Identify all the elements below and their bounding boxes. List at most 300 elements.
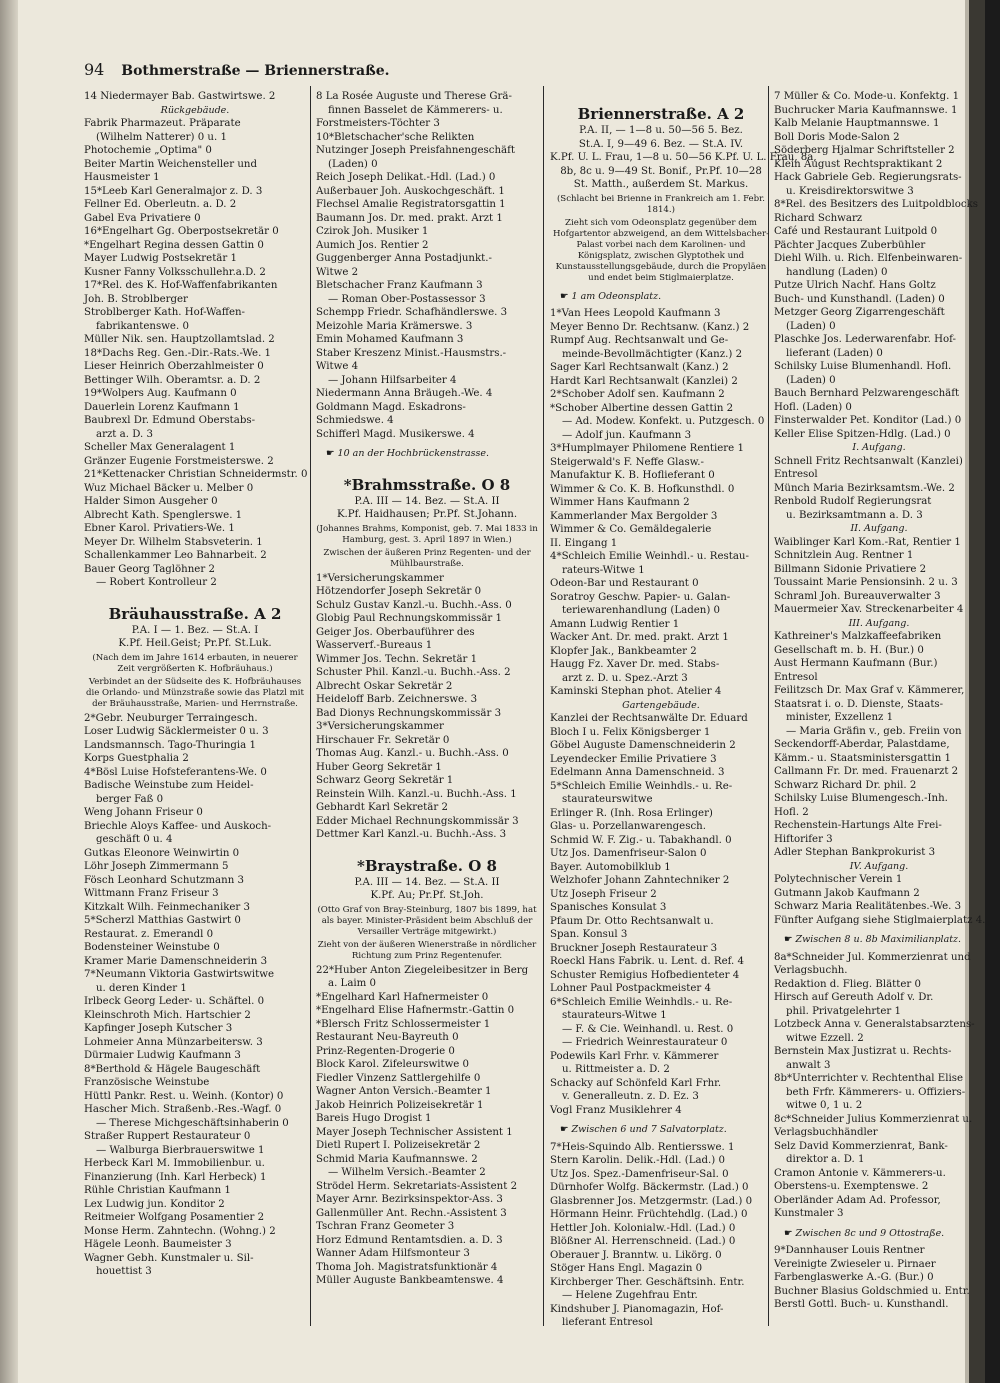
resident-entry: Soratroy Geschw. Papier- u. Galan- — [550, 591, 731, 603]
resident-entry: Utz Jos. Spez.-Damenfriseur-Sal. 0 — [550, 1168, 729, 1180]
resident-entry: Niedermann Anna Bräugeh.-We. 4 — [316, 388, 493, 399]
resident-entry: 7*Neumann Viktoria Gastwirtswitwe — [84, 969, 274, 980]
resident-entry: Photochemie „Optima" 0 — [84, 145, 212, 156]
resident-entry: Reinstein Wilh. Kanzl.-u. Buchh.-Ass. 1 — [316, 788, 517, 800]
resident-entry: Kaminski Stephan phot. Atelier 4 — [550, 686, 722, 697]
resident-entry: Haugg Fz. Xaver Dr. med. Stabs- — [550, 659, 720, 670]
resident-entry: u. Kreisdirektorswitwe 3 — [786, 185, 914, 197]
resident-entry: meinde-Bevollmächtigter (Kanz.) 2 — [562, 348, 743, 360]
resident-entry: Huber Georg Sekretär 1 — [316, 761, 442, 773]
resident-entry: Bruckner Joseph Restaurateur 3 — [550, 942, 718, 954]
resident-entry: a. Laim 0 — [328, 978, 377, 989]
resident-entry: Berstl Gottl. Buch- u. Kunsthandl. — [774, 1299, 949, 1310]
resident-entry: 5*Scherzl Matthias Gastwirt 0 — [84, 915, 241, 926]
resident-entry: Albrecht Kath. Spenglerswe. 1 — [84, 509, 243, 521]
resident-entry: Klein August Rechtspraktikant 2 — [774, 158, 943, 170]
resident-entry: Wimmer Hans Kaufmann 2 — [550, 497, 690, 508]
resident-entry: Thomas Aug. Kanzl.- u. Buchh.-Ass. 0 — [316, 748, 509, 759]
resident-entry: rateurs-Witwe 1 — [562, 564, 645, 576]
resident-entry: Roeckl Hans Fabrik. u. Lent. d. Ref. 4 — [550, 956, 744, 967]
resident-entry: Edelmann Anna Damenschneid. 3 — [550, 767, 725, 778]
resident-entry: Schmid W. F. Zig.- u. Tabakhandl. 0 — [550, 834, 732, 846]
street-heading: *Brahmsstraße. O 8 — [343, 475, 511, 494]
resident-entry: Cramon Antonie v. Kämmerers-u. — [774, 1167, 946, 1179]
building-subheading: III. Aufgang. — [848, 617, 910, 629]
resident-entry: Kusner Fanny Volksschullehr.a.D. 2 — [84, 266, 266, 278]
resident-entry: Hirsch auf Gereuth Adolf v. Dr. — [774, 992, 934, 1003]
resident-entry: Kramer Marie Damenschneiderin 3 — [84, 955, 268, 967]
resident-entry: staurateurs-Witwe 1 — [562, 1010, 667, 1021]
resident-entry: Schnell Fritz Rechtsanwalt (Kanzlei) — [774, 455, 963, 467]
resident-entry: anwalt 3 — [786, 1059, 831, 1071]
resident-entry: 14 Niedermayer Bab. Gastwirtswe. 2 — [84, 91, 276, 102]
resident-entry: Globig Paul Rechnungskommissär 1 — [316, 613, 503, 624]
resident-entry: Lotzbeck Anna v. Generalstabsarztens- — [774, 1019, 975, 1030]
resident-entry: Loser Ludwig Säcklermeister 0 u. 3 — [84, 726, 269, 737]
resident-entry: *Engelhart Regina dessen Gattin 0 — [84, 239, 264, 251]
resident-entry: finnen Basselet de Kämmerers- u. — [328, 104, 503, 116]
resident-entry: Glas- u. Porzellanwarengesch. — [550, 821, 706, 832]
resident-entry: Block Karol. Zifeleurswitwe 0 — [316, 1059, 470, 1070]
resident-entry: Aust Hermann Kaufmann (Bur.) — [774, 658, 938, 669]
resident-entry: Selz David Kommerzienrat, Bank- — [774, 1140, 948, 1152]
resident-entry: Staatsrat i. o. D. Dienste, Staats- — [774, 698, 944, 710]
building-subheading: IV. Aufgang. — [849, 860, 909, 872]
resident-entry: Podewils Karl Frhr. v. Kämmerer — [550, 1050, 719, 1062]
resident-entry: Finanzierung (Inh. Karl Herbeck) 1 — [84, 1171, 267, 1183]
district-info: 8b, 8c u. 9—49 St. Bonif., Pr.Pf. 10—28 — [560, 165, 762, 177]
resident-entry: 1*Versicherungskammer — [316, 572, 444, 584]
resident-entry: Geiger Jos. Oberbauführer des — [316, 626, 475, 638]
resident-entry: Czirok Joh. Musiker 1 — [316, 226, 429, 237]
resident-entry: Albrecht Oskar Sekretär 2 — [316, 680, 453, 692]
resident-entry: — Adolf jun. Kaufmann 3 — [562, 429, 692, 441]
resident-entry: Wimmer & Co. K. B. Hofkunsthdl. 0 — [550, 483, 735, 495]
resident-entry: Flechsel Amalie Registratorsgattin 1 — [316, 199, 506, 210]
district-info: P.A. III — 14. Bez. — St.A. II — [354, 495, 500, 507]
building-subheading: II. Aufgang. — [850, 523, 908, 534]
resident-entry: 21*Kettenacker Christian Schneidermstr. 0 — [84, 469, 308, 480]
resident-entry: Buchrucker Maria Kaufmannswe. 1 — [774, 104, 958, 116]
street-note: (Nach dem im Jahre 1614 erbauten, in neuerer Zeit vergrößerten K. Hofbräuhaus.) — [92, 652, 298, 674]
resident-entry: (Laden) 0 — [786, 320, 836, 332]
resident-entry: *Engelhard Elise Hafnermstr.-Gattin 0 — [316, 1005, 515, 1016]
resident-entry: witwe Ezzell. 2 — [786, 1032, 864, 1044]
resident-entry: 3*Humplmayer Philomene Rentiere 1 — [550, 443, 744, 454]
resident-entry: Kalb Melanie Hauptmannswe. 1 — [774, 118, 940, 129]
resident-entry: Oberländer Adam Ad. Professor, — [774, 1194, 941, 1206]
resident-entry: Irlbeck Georg Leder- u. Schäftel. 0 — [84, 996, 265, 1007]
street-note: (Johannes Brahms, Komponist, geb. 7. Mai 1833 in Hamburg, gest. 3. April 1897 in Wien.) — [316, 523, 538, 545]
resident-entry: Dürmaier Ludwig Kaufmann 3 — [84, 1050, 241, 1061]
resident-entry: — Ad. Modew. Konfekt. u. Putzgesch. 0 — [562, 416, 765, 427]
resident-entry: Entresol — [774, 469, 818, 480]
resident-entry: Restaurant Neu-Bayreuth 0 — [316, 1032, 459, 1043]
resident-entry: II. Eingang 1 — [550, 537, 618, 549]
resident-entry: Gränzer Eugenie Forstmeisterswe. 2 — [84, 455, 274, 467]
resident-entry: 8b*Unterrichter v. Rechtenthal Elise — [774, 1073, 963, 1084]
resident-entry: Erlinger R. (Inh. Rosa Erlinger) — [550, 807, 713, 819]
resident-entry: *Engelhard Karl Hafnermeister 0 — [316, 991, 489, 1003]
resident-entry: Reich Joseph Delikat.-Hdl. (Lad.) 0 — [316, 172, 496, 183]
cross-street-marker: ☛ 1 am Odeonsplatz. — [560, 290, 772, 304]
resident-entry: Schwarz Georg Sekretär 1 — [316, 775, 454, 786]
resident-entry: Wimmer Jos. Techn. Sekretär 1 — [316, 653, 478, 665]
resident-entry: Scheller Max Generalagent 1 — [84, 442, 236, 453]
resident-entry: — F. & Cie. Weinhandl. u. Rest. 0 — [562, 1023, 734, 1035]
resident-entry: direktor a. D. 1 — [786, 1154, 865, 1165]
resident-entry: Schuster Phil. Kanzl.-u. Buchh.-Ass. 2 — [316, 667, 511, 678]
resident-entry: Richard Schwarz — [774, 212, 863, 224]
resident-entry: u. deren Kinder 1 — [96, 982, 187, 994]
district-info: P.A. II, — 1—8 u. 50—56 5. Bez. — [579, 125, 743, 136]
resident-entry: 8*Rel. des Besitzers des Luitpoldblocks — [774, 199, 979, 210]
resident-entry: Oberauer J. Branntw. u. Likörg. 0 — [550, 1249, 722, 1261]
resident-entry: Beiter Martin Weichensteller und — [84, 158, 257, 170]
resident-entry: Mayer Joseph Technischer Assistent 1 — [316, 1126, 513, 1138]
resident-entry: Sager Karl Rechtsanwalt (Kanz.) 2 — [550, 362, 729, 373]
resident-entry: Café und Restaurant Luitpold 0 — [774, 226, 938, 237]
district-info: K.Pf. Heil.Geist; Pr.Pf. St.Luk. — [118, 638, 272, 649]
book-spine — [0, 0, 18, 1383]
resident-entry: Kunstmaler 3 — [774, 1208, 844, 1219]
resident-entry: Plaschke Jos. Lederwarenfabr. Hof- — [774, 334, 956, 345]
resident-entry: Thoma Joh. Magistratsfunktionär 4 — [316, 1261, 498, 1273]
resident-entry: Mayer Arnr. Bezirksinspektor-Ass. 3 — [316, 1194, 503, 1205]
resident-entry: Wagner Anton Versich.-Beamter 1 — [316, 1086, 492, 1097]
resident-entry: 2*Schober Adolf sen. Kaufmann 2 — [550, 389, 725, 400]
resident-entry: — Maria Gräfin v., geb. Freiin von — [786, 725, 962, 737]
resident-entry: Außerbauer Joh. Auskochgeschäft. 1 — [316, 185, 505, 197]
resident-entry: Verlagsbuchh. — [774, 965, 848, 976]
resident-entry: 3*Versicherungskammer — [316, 721, 444, 732]
resident-entry: Straßer Ruppert Restaurateur 0 — [84, 1131, 251, 1142]
resident-entry: Baumann Jos. Dr. med. prakt. Arzt 1 — [316, 212, 503, 224]
resident-entry: witwe 0, 1 u. 2 — [786, 1100, 863, 1111]
resident-entry: Utz Joseph Friseur 2 — [550, 888, 657, 900]
resident-entry: Odeon-Bar und Restaurant 0 — [550, 578, 699, 589]
resident-entry: Renbold Rudolf Regierungsrat — [774, 496, 932, 507]
resident-entry: *Schober Albertine dessen Gattin 2 — [550, 402, 734, 414]
resident-entry: minister, Exzellenz 1 — [786, 712, 894, 723]
resident-entry: Dietl Rupert I. Polizeisekretär 2 — [316, 1140, 481, 1151]
resident-entry: Blößner Al. Herrenschneid. (Lad.) 0 — [550, 1236, 736, 1247]
resident-entry: Schifferl Magd. Musikerswe. 4 — [316, 428, 475, 440]
resident-entry: fabrikantenswe. 0 — [96, 320, 189, 332]
resident-entry: Hardt Karl Rechtsanwalt (Kanzlei) 2 — [550, 375, 738, 387]
resident-entry: Schuster Remigius Hofbedienteter 4 — [550, 969, 740, 981]
resident-entry: Löhr Joseph Zimmermann 5 — [84, 861, 229, 872]
resident-entry: Fabrik Pharmazeut. Präparate — [84, 118, 241, 129]
directory-column-2 — [316, 90, 538, 1288]
resident-entry: Guggenberger Anna Postadjunkt.- — [316, 253, 492, 264]
resident-entry: Hiftorifer 3 — [774, 833, 833, 845]
resident-entry: Schulz Gustav Kanzl.-u. Buchh.-Ass. 0 — [316, 599, 512, 611]
resident-entry: Glasbrenner Jos. Metzgermstr. (Lad.) 0 — [550, 1195, 753, 1207]
street-note: Verbindet an der Südseite des K. Hofbräuhauses die Orlando- und Münzstraße sowie das Platzl mit der Bräuhausstraße, Marien- und Herrnstraße. — [85, 676, 305, 709]
resident-entry: Meizohle Maria Krämerswe. 3 — [316, 320, 473, 332]
resident-entry: Bodensteiner Weinstube 0 — [84, 942, 220, 953]
resident-entry: — Robert Kontrolleur 2 — [96, 577, 217, 588]
resident-entry: Pfaum Dr. Otto Rechtsanwalt u. — [550, 915, 714, 927]
resident-entry: Kämm.- u. Staatsministersgattin 1 — [774, 752, 952, 764]
resident-entry: Kanzlei der Rechtsanwälte Dr. Eduard — [550, 713, 748, 724]
resident-entry: 5*Schleich Emilie Weinhdls.- u. Re- — [550, 780, 733, 792]
resident-entry: Stöger Hans Engl. Magazin 0 — [550, 1263, 703, 1274]
district-info: P.A. I — 1. Bez. — St.A. I — [131, 624, 259, 636]
resident-entry: 10*Bletschacher'sche Relikten — [316, 131, 475, 143]
resident-entry: — Walburga Bierbrauerswitwe 1 — [96, 1144, 265, 1156]
resident-entry: Keller Elise Spitzen-Hdlg. (Lad.) 0 — [774, 428, 951, 440]
street-heading: *Braystraße. O 8 — [357, 856, 497, 875]
resident-entry: 1*Van Hees Leopold Kaufmann 3 — [550, 308, 721, 319]
cross-street-marker: ☛ Zwischen 8 u. 8b Maximilianplatz. — [784, 933, 984, 947]
resident-entry: Polytechnischer Verein 1 — [774, 874, 903, 885]
resident-entry: Feilitzsch Dr. Max Graf v. Kämmerer, — [774, 685, 965, 696]
resident-entry: Schraml Joh. Bureauverwalter 3 — [774, 590, 941, 602]
resident-entry: u. Rittmeister a. D. 2 — [562, 1064, 670, 1075]
resident-entry: Wuz Michael Bäcker u. Melber 0 — [84, 482, 254, 494]
resident-entry: Kammerlander Max Bergolder 3 — [550, 510, 718, 522]
resident-entry: 4*Schleich Emilie Weinhdl.- u. Restau- — [550, 551, 749, 562]
resident-entry: v. Generalleutn. z. D. Ez. 3 — [562, 1091, 699, 1102]
street-note: Zwischen der äußeren Prinz Regenten- und der Mühlbaurstraße. — [323, 547, 531, 569]
resident-entry: Mauermeier Xav. Streckenarbeiter 4 — [774, 604, 964, 615]
directory-column-4 — [774, 90, 984, 1312]
resident-entry: Hack Gabriele Geb. Regierungsrats- — [774, 172, 962, 183]
resident-entry: Hofl. (Laden) 0 — [774, 401, 852, 413]
resident-entry: lieferant Entresol — [562, 1317, 653, 1328]
resident-entry: Bad Dionys Rechnungskommissär 3 — [316, 707, 502, 719]
resident-entry: *Blersch Fritz Schlossermeister 1 — [316, 1018, 491, 1030]
resident-entry: Dauerlein Lorenz Kaufmann 1 — [84, 401, 240, 413]
resident-entry: Buchner Blasius Goldschmied u. Entr. — [774, 1285, 970, 1297]
resident-entry: Lohner Paul Postpackmeister 4 — [550, 983, 711, 994]
resident-entry: Putze Ulrich Nachf. Hans Goltz — [774, 280, 936, 291]
resident-entry: Bauer Georg Taglöhner 2 — [84, 563, 215, 575]
resident-entry: Forstmeisters-Töchter 3 — [316, 118, 440, 129]
resident-entry: Farbenglaswerke A.-G. (Bur.) 0 — [774, 1272, 934, 1283]
resident-entry: 8 La Rosée Auguste und Therese Grä- — [316, 91, 512, 102]
street-note: Zieht sich vom Odeonsplatz gegenüber dem Hofgartentor abzweigend, an dem Wittelsbacher-Palast vorbei nach dem Karolinen- und Königsplatz, zwischen Glyptothek und Kunstausstellungsgebäude, durch die Propyläen und endet beim Stiglmaierplatze. — [552, 217, 770, 283]
resident-entry: Wasserverf.-Bureaus 1 — [316, 640, 433, 651]
district-info: K.Pf. Haidhausen; Pr.Pf. St.Johann. — [336, 509, 518, 520]
resident-entry: (Laden) 0 — [786, 374, 836, 386]
resident-entry: Stern Karolin. Delik.-Hdl. (Lad.) 0 — [550, 1155, 725, 1166]
resident-entry: Wagner Gebh. Kunstmaler u. Sil- — [84, 1252, 254, 1264]
district-info: K.Pf. Au; Pr.Pf. St.Joh. — [370, 890, 484, 901]
resident-entry: Baubrexl Dr. Edmund Oberstabs- — [84, 415, 256, 426]
resident-entry: Utz Jos. Damenfriseur-Salon 0 — [550, 848, 707, 859]
resident-entry: Diehl Wilh. u. Rich. Elfenbeinwaren- — [774, 253, 963, 264]
resident-entry: Monse Herm. Zahntechn. (Wohng.) 2 — [84, 1225, 276, 1237]
resident-entry: Spanisches Konsulat 3 — [550, 902, 667, 913]
resident-entry: Prinz-Regenten-Drogerie 0 — [316, 1045, 455, 1057]
resident-entry: 8c*Schneider Julius Kommerzienrat u. — [774, 1113, 973, 1125]
resident-entry: 4*Bösl Luise Hofsteferantens-We. 0 — [84, 766, 267, 778]
column-rule — [543, 86, 544, 1326]
resident-entry: 17*Rel. des K. Hof-Waffenfabrikanten — [84, 280, 278, 291]
resident-entry: Herbeck Karl M. Immobilienbur. u. — [84, 1158, 265, 1169]
resident-entry: 6*Schleich Emilie Weinhdls.- u. Re- — [550, 996, 733, 1008]
resident-entry: Rühle Christian Kaufmann 1 — [84, 1185, 231, 1196]
resident-entry: Stroblberger Kath. Hof-Waffen- — [84, 307, 245, 318]
resident-entry: Witwe 4 — [316, 361, 359, 372]
resident-entry: Schilsky Luise Blumengesch.-Inh. — [774, 793, 948, 804]
street-heading: Bräuhausstraße. A 2 — [108, 604, 282, 623]
resident-entry: — Therese Michgeschäftsinhaberin 0 — [96, 1117, 289, 1129]
resident-entry: Kleinschroth Mich. Hartschier 2 — [84, 1009, 251, 1021]
resident-entry: Entresol — [774, 671, 818, 683]
resident-entry: Toussaint Marie Pensionsinh. 2 u. 3 — [774, 577, 958, 588]
resident-entry: 15*Leeb Karl Generalmajor z. D. 3 — [84, 185, 263, 197]
resident-entry: Bayer. Automobilklub 1 — [550, 861, 671, 873]
building-subheading: Gartengebäude. — [622, 699, 700, 711]
resident-entry: Gutkas Eleonore Weinwirtin 0 — [84, 847, 240, 859]
resident-entry: Söderberg Hjalmar Schriftsteller 2 — [774, 145, 955, 156]
resident-entry: Rumpf Aug. Rechtsanwalt und Ge- — [550, 335, 729, 346]
column-rule — [310, 86, 311, 1326]
resident-entry: Schwarz Maria Realitätenbes.-We. 3 — [774, 901, 962, 912]
resident-entry: Gesellschaft m. b. H. (Bur.) 0 — [774, 644, 924, 656]
resident-entry: Edder Michael Rechnungskommissär 3 — [316, 815, 519, 827]
resident-entry: lieferant (Laden) 0 — [786, 347, 883, 359]
resident-entry: Metzger Georg Zigarrengeschäft — [774, 307, 945, 318]
resident-entry: (Wilhelm Natterer) 0 u. 1 — [96, 131, 227, 143]
resident-entry: handlung (Laden) 0 — [786, 266, 888, 278]
street-note: (Otto Graf von Bray-Steinburg, 1807 bis 1899, hat als bayer. Minister-Präsident beim Abschluß der Versailler Verträge mitgewirkt.) — [317, 904, 537, 937]
resident-entry: Kathreiner's Malzkaffeefabriken — [774, 631, 942, 642]
resident-entry: Bettinger Wilh. Oberamtsr. a. D. 2 — [84, 374, 261, 386]
resident-entry: Lex Ludwig jun. Konditor 2 — [84, 1198, 225, 1210]
resident-entry: Rechenstein-Hartungs Alte Frei- — [774, 820, 942, 831]
district-info: K.Pf. U. L. Frau, 1—8 u. 50—56 K.Pf. U. L. Frau, 8a, — [550, 152, 817, 163]
resident-entry: Fiedler Vinzenz Sattlergehilfe 0 — [316, 1072, 481, 1084]
resident-entry: Buch- und Kunsthandl. (Laden) 0 — [774, 293, 945, 305]
resident-entry: Finsterwalder Pet. Konditor (Lad.) 0 — [774, 415, 962, 426]
resident-entry: Oberstens-u. Exemptenswe. 2 — [774, 1181, 929, 1192]
resident-entry: u. Bezirksamtmann a. D. 3 — [786, 509, 923, 521]
resident-entry: Kindshuber J. Pianomagazin, Hof- — [550, 1303, 724, 1315]
resident-entry: Wanner Adam Hilfsmonteur 3 — [316, 1248, 470, 1259]
resident-entry: Heideloff Barb. Zeichnerswe. 3 — [316, 694, 478, 705]
resident-entry: Vogl Franz Musiklehrer 4 — [550, 1104, 682, 1116]
building-subheading: I. Aufgang. — [852, 442, 906, 453]
resident-entry: 7 Müller & Co. Mode-u. Konfektg. 1 — [774, 91, 960, 102]
resident-entry: Hüttl Pankr. Rest. u. Weinh. (Kontor) 0 — [84, 1090, 284, 1102]
resident-entry: Halder Simon Ausgeher 0 — [84, 496, 218, 507]
resident-entry: Hirschauer Fr. Sekretär 0 — [316, 734, 450, 746]
building-subheading: Rückgebäude. — [160, 104, 230, 116]
resident-entry: 22*Huber Anton Ziegeleibesitzer in Berg — [316, 964, 529, 976]
resident-entry: Wittmann Franz Friseur 3 — [84, 888, 219, 899]
resident-entry: Bletschacher Franz Kaufmann 3 — [316, 280, 483, 291]
resident-entry: Korps Guestphalia 2 — [84, 753, 189, 764]
resident-entry: teriewarenhandlung (Laden) 0 — [562, 605, 721, 616]
resident-entry: 8a*Schneider Jul. Kommerzienrat und — [774, 951, 971, 963]
resident-entry: Schallenkammer Leo Bahnarbeit. 2 — [84, 550, 267, 561]
resident-entry: Bareis Hugo Drogist 1 — [316, 1113, 432, 1124]
resident-entry: — Helene Zugehfrau Entr. — [562, 1290, 698, 1301]
resident-entry: — Roman Ober-Postassessor 3 — [328, 293, 486, 305]
resident-entry: Staber Kreszenz Minist.-Hausmstrs.- — [316, 347, 507, 359]
resident-entry: Seckendorff-Aberdar, Palastdame, — [774, 739, 950, 750]
resident-entry: 16*Engelhart Gg. Oberpostsekretär 0 — [84, 226, 279, 237]
resident-entry: Jakob Heinrich Polizeisekretär 1 — [316, 1099, 484, 1111]
resident-entry: Billmann Sidonie Privatiere 2 — [774, 563, 927, 575]
resident-entry: Lohmeier Anna Münzarbeitersw. 3 — [84, 1036, 263, 1048]
resident-entry: Redaktion d. Flieg. Blätter 0 — [774, 978, 921, 990]
resident-entry: Restaurat. z. Emerandl 0 — [84, 928, 214, 940]
resident-entry: Fösch Leonhard Schutzmann 3 — [84, 874, 244, 886]
cross-street-marker: ☛ Zwischen 8c und 9 Ottostraße. — [784, 1227, 984, 1241]
resident-entry: Hettler Joh. Kolonialw.-Hdl. (Lad.) 0 — [550, 1222, 736, 1234]
resident-entry: Göbel Auguste Damenschneiderin 2 — [550, 740, 736, 751]
resident-entry: Steigerwald's F. Neffe Glasw.- — [550, 456, 704, 468]
resident-entry: phil. Privatgelehrter 1 — [786, 1005, 901, 1017]
resident-entry: Ebner Karol. Privatiers-We. 1 — [84, 523, 235, 534]
resident-entry: Joh. B. Stroblberger — [84, 293, 188, 305]
resident-entry: Gutmann Jakob Kaufmann 2 — [774, 887, 920, 899]
resident-entry: Span. Konsul 3 — [550, 929, 628, 940]
running-header — [84, 60, 390, 79]
street-heading: Briennerstraße. A 2 — [577, 105, 745, 123]
cross-street-marker: ☛ Zwischen 6 und 7 Salvatorplatz. — [560, 1123, 772, 1137]
resident-entry: Bloch I u. Felix Königsberger 1 — [550, 726, 711, 738]
resident-entry: Hötzendorfer Joseph Sekretär 0 — [316, 586, 482, 597]
resident-entry: (Laden) 0 — [328, 158, 378, 170]
resident-entry: staurateurswitwe — [562, 794, 653, 805]
resident-entry: Boll Doris Mode-Salon 2 — [774, 131, 900, 143]
resident-entry: arzt z. D. u. Spez.-Arzt 3 — [562, 672, 688, 684]
resident-entry: Amann Ludwig Rentier 1 — [550, 618, 680, 630]
resident-entry: Reitmeier Wolfgang Posamentier 2 — [84, 1212, 265, 1223]
resident-entry: Dürnhofer Wolfg. Bäckermstr. (Lad.) 0 — [550, 1182, 749, 1193]
resident-entry: Kapfinger Joseph Kutscher 3 — [84, 1023, 233, 1034]
resident-entry: 19*Wolpers Aug. Kaufmann 0 — [84, 388, 237, 399]
resident-entry: Kirchberger Ther. Geschäftsinh. Entr. — [550, 1276, 745, 1288]
resident-entry: houettist 3 — [96, 1266, 152, 1277]
resident-entry: Gebhardt Karl Sekretär 2 — [316, 802, 448, 813]
resident-entry: Meyer Benno Dr. Rechtsanw. (Kanz.) 2 — [550, 321, 750, 333]
resident-entry: Badische Weinstube zum Heidel- — [84, 780, 254, 791]
resident-entry: Fünfter Aufgang siehe Stiglmaierplatz 4. — [774, 914, 986, 926]
resident-entry: Vereinigte Zwieseler u. Pirnaer — [774, 1258, 936, 1270]
resident-entry: Hägele Leonh. Baumeister 3 — [84, 1239, 232, 1250]
resident-entry: Pächter Jacques Zuberbühler — [774, 239, 926, 251]
resident-entry: Müller Auguste Bankbeamtenswe. 4 — [316, 1275, 504, 1286]
resident-entry: Schwarz Richard Dr. phil. 2 — [774, 779, 917, 791]
resident-entry: Nutzinger Joseph Preisfahnengeschäft — [316, 145, 515, 156]
resident-entry: Bernstein Max Justizrat u. Rechts- — [774, 1046, 952, 1057]
resident-entry: Goldmann Magd. Eskadrons- — [316, 401, 466, 413]
resident-entry: Horz Edmund Rentamtsdien. a. D. 3 — [316, 1234, 503, 1246]
resident-entry: Dettmer Karl Kanzl.-u. Buchh.-Ass. 3 — [316, 829, 507, 840]
resident-entry: Weng Johann Friseur 0 — [84, 807, 203, 818]
resident-entry: Manufaktur K. B. Hoflieferant 0 — [550, 470, 715, 481]
cross-street-marker: ☛ 10 an der Hochbrückenstrasse. — [326, 447, 538, 461]
resident-entry: berger Faß 0 — [96, 793, 164, 805]
resident-entry: Lieser Heinrich Oberzahlmeister 0 — [84, 361, 264, 372]
resident-entry: Strödel Herm. Sekretariats-Assistent 2 — [316, 1180, 518, 1192]
resident-entry: geschäft 0 u. 4 — [96, 834, 173, 845]
resident-entry: Tschran Franz Geometer 3 — [316, 1221, 455, 1232]
resident-entry: Münch Maria Bezirksamtsm.-We. 2 — [774, 482, 955, 494]
resident-entry: Schilsky Luise Blumenhandl. Hofl. — [774, 361, 952, 372]
resident-entry: 8*Berthold & Hägele Baugeschäft — [84, 1063, 261, 1075]
resident-entry: Gallenmüller Ant. Rechn.-Assistent 3 — [316, 1207, 507, 1219]
resident-entry: Callmann Fr. Dr. med. Frauenarzt 2 — [774, 766, 959, 777]
